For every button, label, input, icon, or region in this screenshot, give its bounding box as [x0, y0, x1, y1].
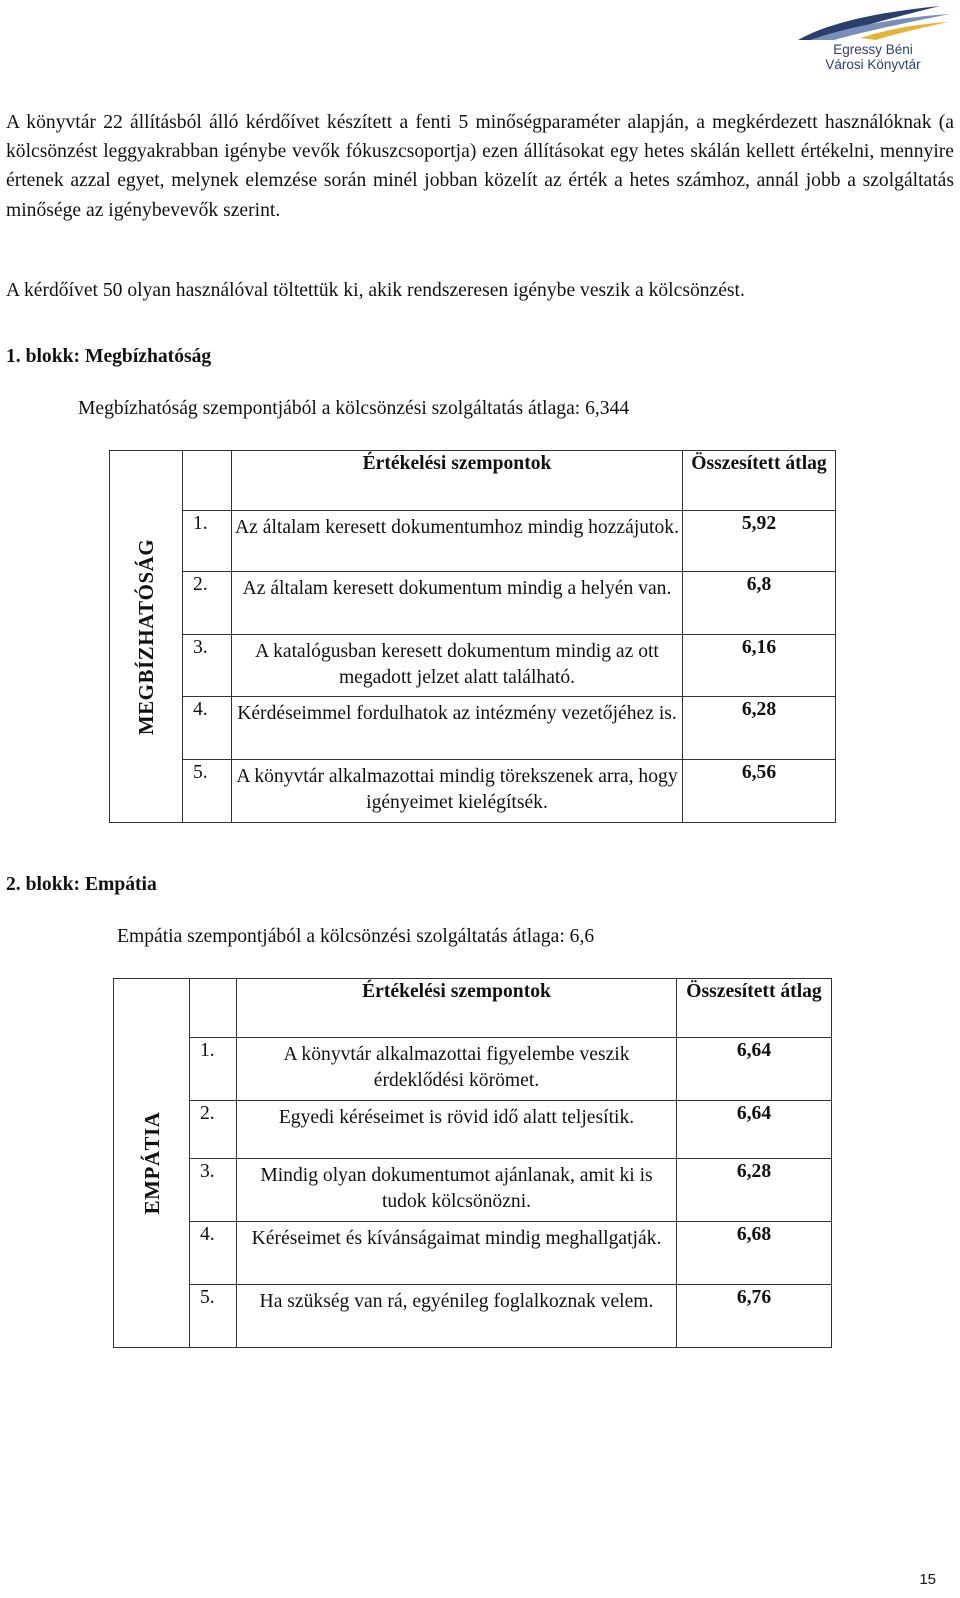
row-statement: Ha szükség van rá, egyénileg foglalkoznak velem. [237, 1285, 677, 1348]
block-2-side-label: EMPÁTIA [139, 1111, 164, 1215]
block-2-average: Empátia szempontjából a kölcsönzési szolgáltatás átlaga: 6,6 [117, 926, 595, 947]
row-statement: A katalógusban keresett dokumentum mindig az ott megadott jelzet alatt található. [232, 635, 683, 697]
header-empty-cell [190, 979, 237, 1038]
side-label-cell [114, 979, 190, 1348]
row-value: 6,56 [683, 760, 836, 823]
row-value: 6,64 [677, 1038, 832, 1101]
row-value: 6,76 [677, 1285, 832, 1348]
intro-paragraph-2: A kérdőívet 50 olyan használóval töltettük ki, akik rendszeresen igénybe veszik a kölcsönzést. [6, 280, 745, 301]
row-statement: Az általam keresett dokumentum mindig a helyén van. [232, 572, 683, 635]
header-empty-cell [183, 451, 232, 511]
page-number: 15 [919, 1571, 936, 1588]
header-criteria: Értékelési szempontok [232, 451, 683, 511]
row-statement: Kéréseimet és kívánságaimat mindig meghallgatják. [237, 1222, 677, 1285]
book-wing-icon [790, 2, 956, 44]
row-number: 4. [190, 1222, 237, 1285]
row-statement: A könyvtár alkalmazottai mindig törekszenek arra, hogy igényeimet kielégítsék. [232, 760, 683, 823]
block-1-title: 1. blokk: Megbízhatóság [6, 346, 212, 367]
row-number: 3. [183, 635, 232, 697]
row-value: 6,28 [677, 1159, 832, 1222]
row-value: 6,64 [677, 1101, 832, 1159]
header-average: Összesített átlag [677, 979, 832, 1038]
row-statement: Az általam keresett dokumentumhoz mindig hozzájutok. [232, 511, 683, 572]
row-statement: Mindig olyan dokumentumot ajánlanak, amit ki is tudok kölcsönözni. [237, 1159, 677, 1222]
row-value: 5,92 [683, 511, 836, 572]
library-logo [790, 2, 956, 74]
block-2-title: 2. blokk: Empátia [6, 874, 157, 895]
block-1-side-label: MEGBÍZHATÓSÁG [134, 538, 158, 735]
row-number: 1. [183, 511, 232, 572]
row-number: 1. [190, 1038, 237, 1101]
block-1-average: Megbízhatóság szempontjából a kölcsönzési szolgáltatás átlaga: 6,344 [78, 398, 630, 419]
row-statement: Kérdéseimmel fordulhatok az intézmény vezetőjéhez is. [232, 697, 683, 760]
row-value: 6,8 [683, 572, 836, 635]
logo-line-1: Egressy Béni [833, 42, 913, 57]
row-number: 2. [190, 1101, 237, 1159]
header-criteria: Értékelési szempontok [237, 979, 677, 1038]
side-label-cell [110, 451, 183, 823]
block-1-table [109, 450, 836, 823]
row-number: 5. [190, 1285, 237, 1348]
row-number: 4. [183, 697, 232, 760]
row-statement: Egyedi kéréseimet is rövid idő alatt teljesítik. [237, 1101, 677, 1159]
intro-paragraph: A könyvtár 22 állításból álló kérdőívet készített a fenti 5 minőségparaméter alapján, a megkérdezett használóknak (a kölcsönzést leggyakrabban igénybe vevők fókuszcsoportja) ezen állításokat egy hetes skálán kellett értékelni, mennyire értenek azzal egyet, melynek elemzése során minél jobban közelít az érték a hetes számhoz, annál jobb a szolgáltatás minősége az igénybevevők szerint. [6, 112, 954, 221]
row-number: 3. [190, 1159, 237, 1222]
row-statement: A könyvtár alkalmazottai figyelembe veszik érdeklődési körömet. [237, 1038, 677, 1101]
logo-line-2: Városi Könyvtár [825, 57, 921, 72]
row-value: 6,28 [683, 697, 836, 760]
row-number: 5. [183, 760, 232, 823]
header-average: Összesített átlag [683, 451, 836, 511]
row-value: 6,16 [683, 635, 836, 697]
row-value: 6,68 [677, 1222, 832, 1285]
block-2-table [113, 978, 832, 1348]
row-number: 2. [183, 572, 232, 635]
